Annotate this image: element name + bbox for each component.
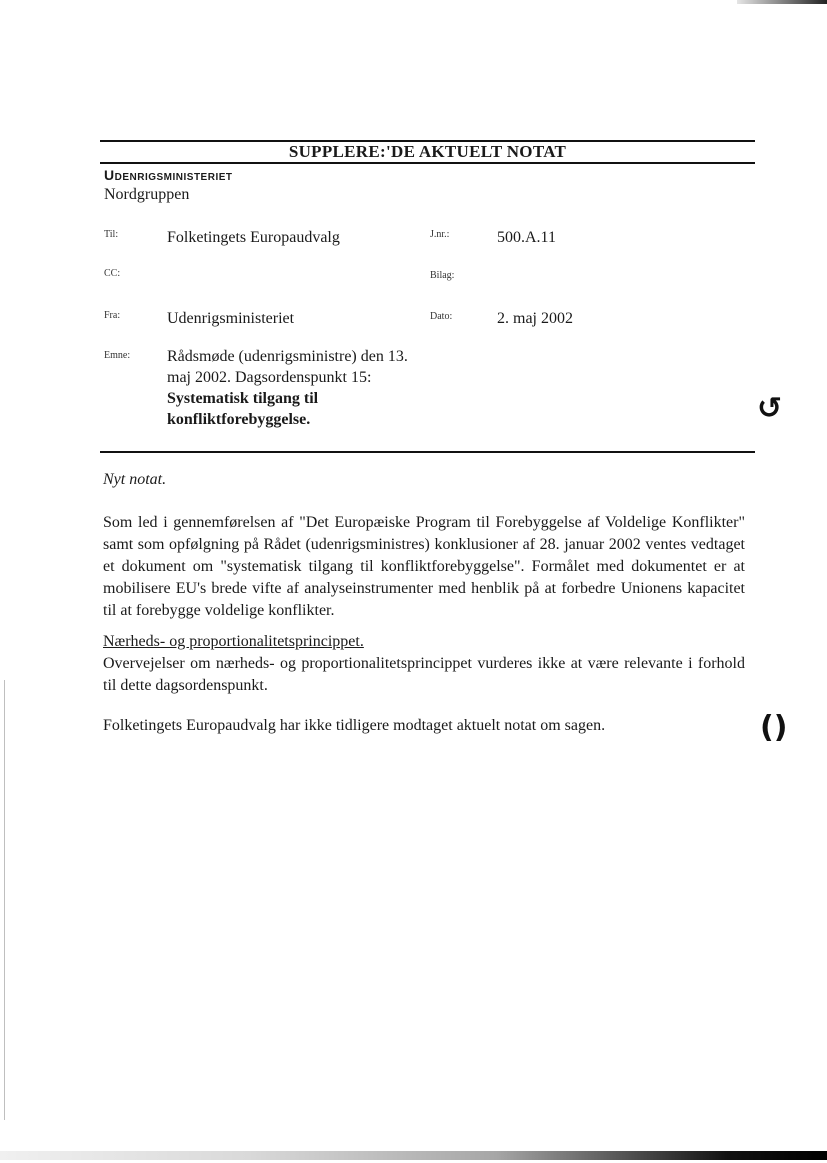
- body-paragraph-3: Folketingets Europaudvalg har ikke tidligere modtaget aktuelt notat om sagen.: [103, 717, 606, 734]
- jnr-value: 500.A.11: [497, 229, 556, 246]
- bilag-label: Bilag:: [430, 270, 455, 281]
- dato-label: Dato:: [430, 311, 453, 322]
- header-section-rule: [100, 451, 755, 453]
- scan-artifact-bottom: [0, 1151, 827, 1160]
- header-bottom-rule: [100, 162, 755, 164]
- emne-text: Rådsmøde (udenrigsministre) den 13. maj 2002. Dagsordenspunkt 15:: [167, 348, 408, 386]
- division-name: Nordgruppen: [104, 186, 190, 203]
- scan-artifact-left-edge: [4, 680, 5, 1120]
- ministry-name: Udenrigsministeriet: [104, 167, 233, 183]
- emne-value: [167, 346, 429, 430]
- fra-label: Fra:: [104, 310, 121, 321]
- body-paragraph-2: Overvejelser om nærheds- og proportionalitetsprincippet vurderes ikke at være relevante i forhold til dette dagsordenspunkt.: [103, 655, 745, 694]
- section-heading: Nærheds- og proportionalitetsprincippet.: [103, 633, 364, 650]
- scan-artifact-top: [737, 0, 827, 4]
- jnr-label: J.nr.:: [430, 229, 450, 240]
- intro-note: Nyt notat.: [103, 471, 167, 488]
- fra-value: Udenrigsministeriet: [167, 310, 295, 327]
- document-title: SUPPLERE:'DE AKTUELT NOTAT: [288, 142, 567, 161]
- binder-hole-icon: (): [760, 710, 788, 745]
- emne-label: Emne:: [104, 350, 131, 361]
- emne-text-bold: Systematisk tilgang til konfliktforebyggelse.: [167, 390, 319, 428]
- body-paragraph-1: Som led i gennemførelsen af "Det Europæiske Program til Forebyggelse af Voldelige Konflikter" samt som opfølgning på Rådet (udenrigsministres) konklusioner af 28. januar 2002 ventes vedtaget et dokument om "systematisk tilgang til konfliktforebyggelse". Formålet med dokumentet er at mobilisere EU's brede vifte af analyseinstrumenter med henblik på at forbedre Unionens kapacitet til at forebygge voldelige konflikter.: [103, 514, 745, 619]
- cc-label: CC:: [104, 268, 121, 279]
- til-value: Folketingets Europaudvalg: [167, 229, 340, 246]
- dato-value: 2. maj 2002: [497, 310, 573, 327]
- binder-hole-icon: ↺: [757, 391, 783, 426]
- til-label: Til:: [104, 229, 119, 240]
